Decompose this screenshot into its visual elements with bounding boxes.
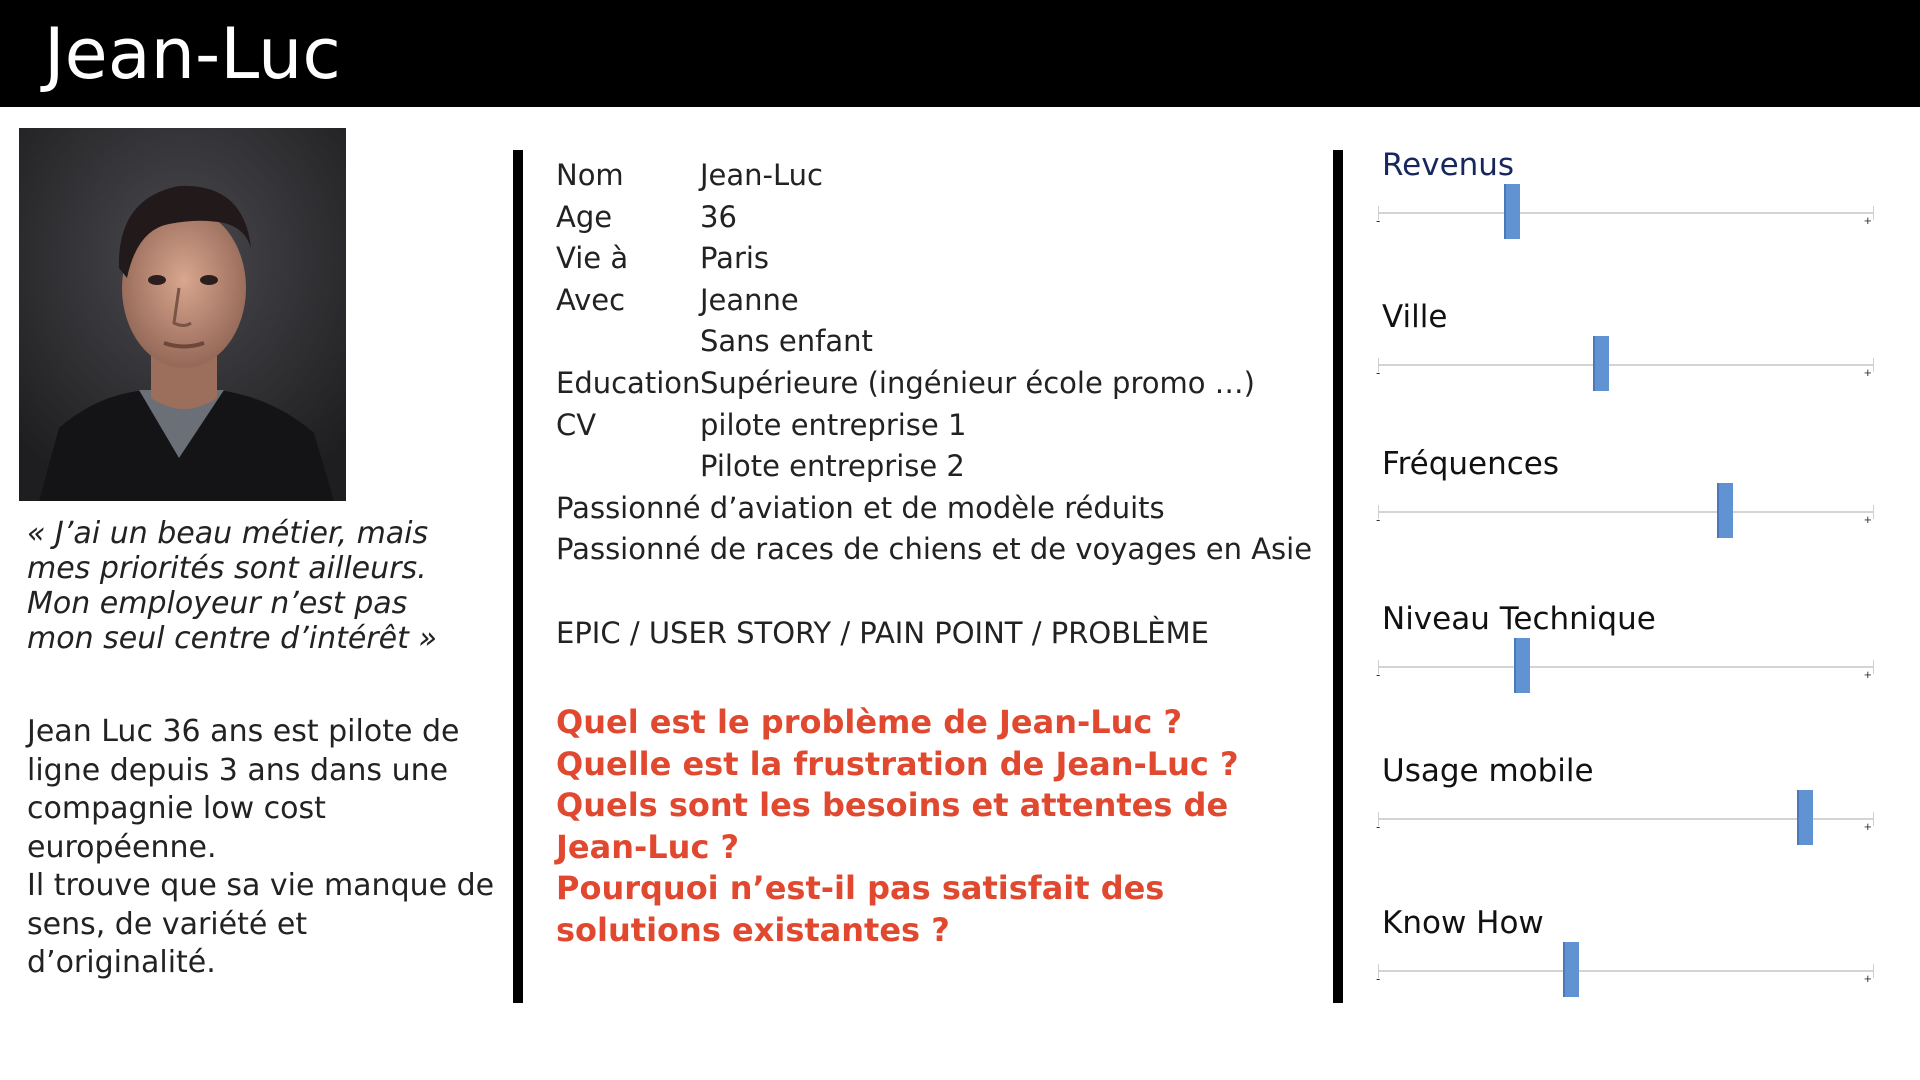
epic-heading: EPIC / USER STORY / PAIN POINT / PROBLÈME [556, 616, 1209, 650]
scale-max-label: + [1864, 667, 1872, 682]
info-row-cv2 [556, 446, 1316, 488]
info-value: Jean-Luc [700, 158, 823, 192]
info-label [556, 446, 700, 488]
scale-label: Revenus [1382, 147, 1515, 183]
info-label: Vie à [556, 241, 629, 276]
scale-marker [1514, 638, 1530, 693]
scale-track [1378, 212, 1874, 214]
info-label: Avec [556, 282, 626, 317]
right-divider [1333, 150, 1343, 1003]
scale-marker [1717, 483, 1733, 538]
portrait-illustration [19, 128, 346, 501]
scale-4 [1376, 751, 1876, 881]
info-label: Nom [556, 158, 624, 192]
info-label: CV [556, 407, 597, 442]
scale-marker [1504, 184, 1520, 239]
scale-marker [1797, 790, 1813, 845]
persona-info [556, 155, 1316, 571]
info-value: 36 [700, 199, 737, 234]
questions-list [556, 702, 1316, 951]
scale-3 [1376, 599, 1876, 729]
header-bar [0, 0, 1920, 107]
info-label: Age [556, 199, 613, 234]
info-row-cv [556, 405, 1316, 447]
scale-track [1378, 970, 1874, 972]
question: Quel est le problème de Jean-Luc ? [556, 703, 1183, 741]
profile-photo [19, 128, 346, 501]
scale-label: Usage mobile [1382, 753, 1594, 789]
scale-min-label: - [1376, 365, 1381, 380]
info-row-avec [556, 280, 1316, 322]
scale-tick-end [1873, 964, 1874, 978]
info-row-enfant [556, 321, 1316, 363]
scale-max-label: + [1864, 971, 1872, 986]
info-value: Pilote entreprise 2 [700, 449, 965, 484]
scale-0 [1376, 145, 1876, 275]
scale-min-label: - [1376, 213, 1381, 228]
info-value: Sans enfant [700, 324, 873, 359]
left-divider [513, 150, 523, 1003]
scale-tick-end [1873, 505, 1874, 519]
persona-bio [27, 713, 497, 983]
scale-min-label: - [1376, 512, 1381, 527]
question: Quels sont les besoins et attentes de Jean-Luc ? [556, 786, 1229, 866]
scale-tick-end [1873, 812, 1874, 826]
info-passion: Passionné d’aviation et de modèle réduits [556, 490, 1165, 525]
scale-track [1378, 511, 1874, 513]
scale-2 [1376, 444, 1876, 574]
scale-tick-end [1873, 206, 1874, 220]
question: Pourquoi n’est-il pas satisfait des solutions existantes ? [556, 869, 1165, 949]
quote-line: mes priorités sont ailleurs. [27, 551, 427, 586]
scale-max-label: + [1864, 819, 1872, 834]
info-passion: Passionné de races de chiens et de voyages en Asie [556, 532, 1313, 567]
info-value: Supérieure (ingénieur école promo …) [700, 365, 1255, 400]
bio-paragraph: Jean Luc 36 ans est pilote de ligne depuis 3 ans dans une compagnie low cost européenne. [27, 714, 460, 865]
scale-label: Ville [1382, 299, 1448, 335]
quote-line: Mon employeur n’est pas [27, 586, 408, 621]
scale-marker [1563, 942, 1579, 997]
quote-line: mon seul centre d’intérêt » [27, 621, 437, 656]
scale-track [1378, 666, 1874, 668]
info-row-education [556, 363, 1316, 405]
scale-max-label: + [1864, 365, 1872, 380]
persona-quote [27, 516, 447, 656]
scale-track [1378, 364, 1874, 366]
info-label [556, 321, 700, 363]
scale-marker [1593, 336, 1609, 391]
question: Quelle est la frustration de Jean-Luc ? [556, 744, 1239, 783]
scale-label: Fréquences [1382, 446, 1560, 482]
scale-max-label: + [1864, 512, 1872, 527]
info-value: Jeanne [700, 282, 799, 317]
info-value: Paris [700, 241, 770, 276]
scale-min-label: - [1376, 667, 1381, 682]
scale-label: Know How [1382, 905, 1544, 941]
page-title: Jean-Luc [44, 13, 341, 95]
quote-line: « J’ai un beau métier, mais [27, 516, 429, 551]
info-row-age [556, 197, 1316, 239]
bio-paragraph: Il trouve que sa vie manque de sens, de variété et d’originalité. [27, 868, 495, 980]
scale-1 [1376, 297, 1876, 427]
scale-tick-end [1873, 660, 1874, 674]
info-label: Education [556, 365, 701, 400]
scale-tick-end [1873, 358, 1874, 372]
scale-label: Niveau Technique [1382, 601, 1656, 637]
info-row-nom [556, 155, 1316, 197]
scale-min-label: - [1376, 819, 1381, 834]
info-row-vie [556, 238, 1316, 280]
scale-min-label: - [1376, 971, 1381, 986]
scale-max-label: + [1864, 213, 1872, 228]
scale-5 [1376, 903, 1876, 1033]
info-value: pilote entreprise 1 [700, 407, 967, 442]
